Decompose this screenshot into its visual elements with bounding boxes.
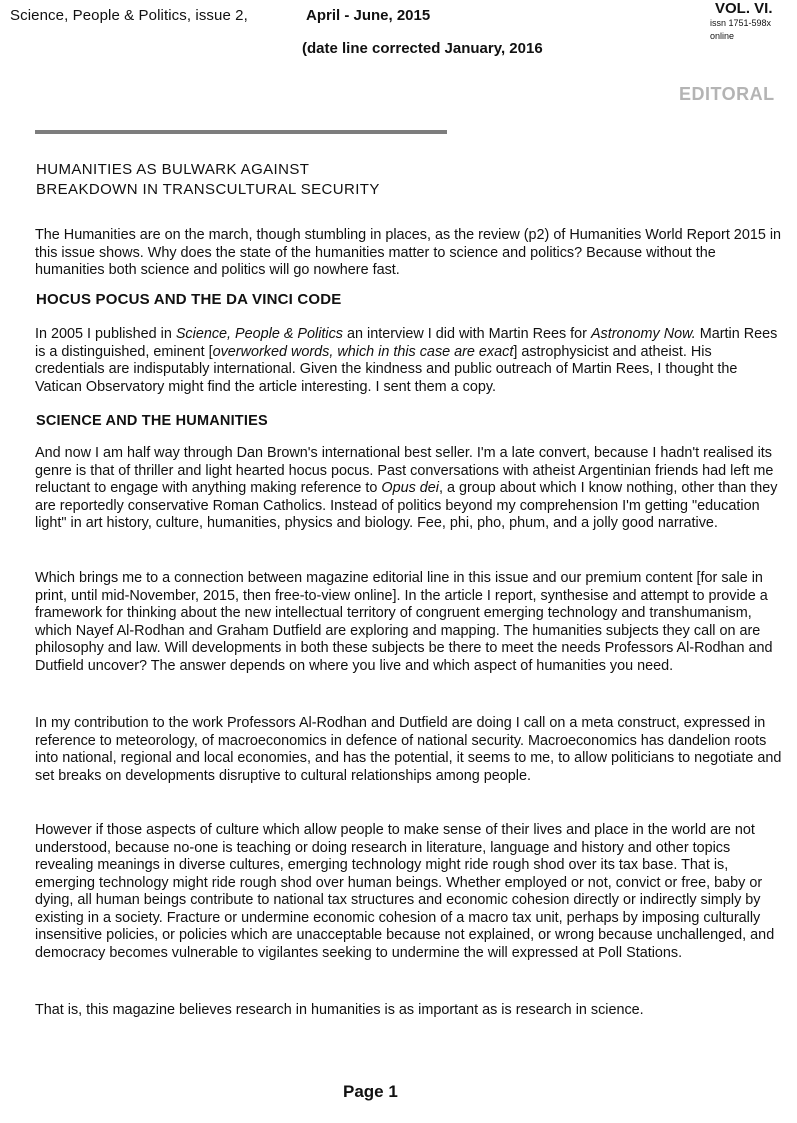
section-label: EDITORAL [679,84,775,104]
section-heading-hocus-pocus: HOCUS POCUS AND THE DA VINCI CODE [36,291,342,308]
italic-run: Opus dei [381,480,439,496]
macroeconomics-paragraph: In my contribution to the work Professors Al-Rodhan and Dutfield are doing I call on a meta construct, expressed in reference to meteorology, of macroeconomics in defence of national security. Macroeconomics has dandelion roots into national, regional and local economies, and has the potential, it seems to me, to allow politicians to negotiate and set breaks on developments disruptive to cultural relationships among people. [35,715,782,784]
italic-run: Science, People & Politics [175,326,344,342]
article-title-line-1: HUMANITIES AS BULWARK AGAINST [36,161,310,178]
page-number: Page 1 [343,1082,398,1101]
text-run: And now I am half way through Dan Brown's international best seller. I'm a late convert, because I hadn't realised its genre is that of thriller and light hearted hocus pocus. Past conversations with atheist Argentinian friends had left me reluctant to engage with anything making reference to [35,445,774,496]
issn-label: issn 1751-598x [710,18,772,28]
text-run: an interview I did with Martin Rees for [343,326,591,342]
premium-content-paragraph: Which brings me to a connection between magazine editorial line in this issue and our premium content [for sale in print, until mid-November, 2015, then free-to-view online]. In the article I report, synthesise and attempt to provide a framework for thinking about the new intellectual territory of congruent emerging technology and transhumanism, which Nayef Al-Rodhan and Graham Dutfield are exploring and mapping. The humanities subjects they call on are philosophy and law. Will developments in both these subjects be there to meet the needs Professors Al-Rodhan and Dutfield uncover? The answer depends on where you live and which aspect of humanities you need. [35,570,773,674]
conclusion-paragraph: That is, this magazine believes research in humanities is as important as is research in science. [35,1002,644,1018]
text-run: In 2005 I published in [35,326,176,342]
italic-run: Astronomy Now. [590,326,696,342]
issue-dates: April - June, 2015 [306,7,431,24]
intro-paragraph: The Humanities are on the march, though stumbling in places, as the review (p2) of Humanities World Report 2015 in this issue shows. Why does the state of the humanities matter to science and politics? Because without the humanities both science and politics will go nowhere fast. [35,227,782,278]
culture-paragraph: However if those aspects of culture which allow people to make sense of their lives and place in the world are not understood, because no-one is teaching or doing research in literature, language and history and other topics revealing meanings in diverse cultures, emerging technology might ride rough shod over its tax base. That is, emerging technology might ride rough shod over human beings. Whether employed or not, convict or free, baby or dying, all human beings contribute to national tax structures and economic cohesion directly or indirectly simply by existing in a society. Fracture or undermine economic cohesion of a macro tax unit, perhaps by imposing culturally insensitive policies, or policies which are unacceptable because not explained, or wrong because unchallenged, and democracy becomes vulnerable to vigilantes seeking to undermine the will expressed at Poll Stations. [35,822,775,961]
italic-run: overworked words, which in this case are exact [212,343,514,360]
article-title-line-2: BREAKDOWN IN TRANSCULTURAL SECURITY [36,181,380,198]
rees-paragraph [35,326,783,396]
header-divider [35,130,447,134]
article-title [36,160,380,200]
text-run: ] astrophysicist and atheist. His credentials are indisputably international. Given the kindness and public outreach of Martin Rees, I thought the Vatican Observatory might find the article interesting. I sent them a copy. [35,343,738,395]
date-correction-note: (date line corrected January, 2016 [302,40,543,57]
section-heading-science-humanities: SCIENCE AND THE HUMANITIES [36,413,268,429]
text-run: , a group about which I know nothing, other than they are reportedly conservative Roman Catholics. Instead of politics beyond my comprehension I'm getting "education light" in art history, culture, humanities, physics and biology. Fee, phi, pho, phum, and a jolly good narrative. [35,480,778,531]
text-run: Martin Rees is a distinguished, eminent [ [35,326,778,360]
dan-brown-paragraph [35,445,783,533]
online-label: online [710,31,735,41]
volume-label: VOL. VI. [715,0,773,17]
publication-title: Science, People & Politics, issue 2, [10,7,248,24]
